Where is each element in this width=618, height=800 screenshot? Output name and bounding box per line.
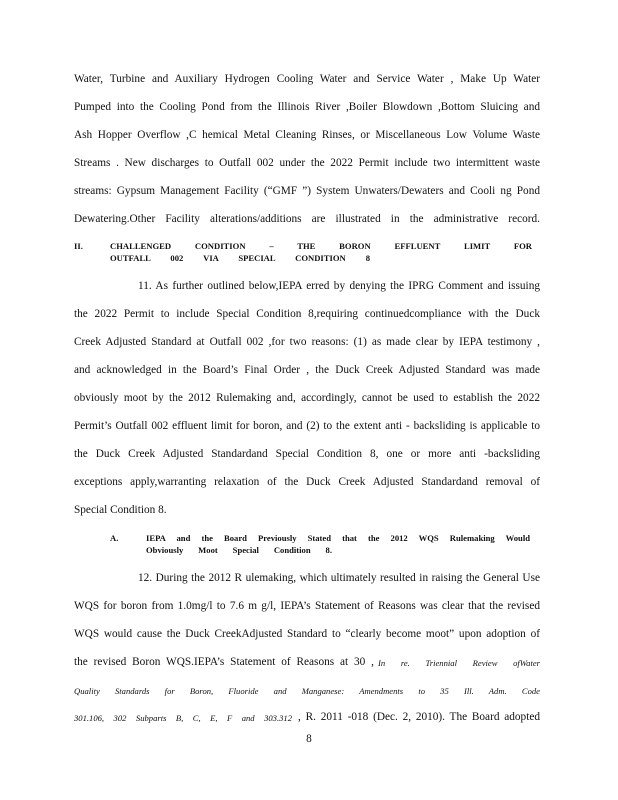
paragraph-line: Dewatering.Other Facility alterations/additions are illustrated in the administrative record. bbox=[74, 213, 540, 225]
paragraph-line: the Duck Creek Adjusted Standardand Special Condition 8, one or more anti -backsliding bbox=[74, 448, 540, 460]
paragraph-line: obviously moot by the 2012 Rulemaking and, accordingly, cannot be used to establish the 2022 bbox=[74, 392, 540, 404]
paragraph-line: Permit’s Outfall 002 effluent limit for boron, and (2) to the extent anti - backsliding is applicable to bbox=[74, 420, 540, 432]
subsection-letter: A. bbox=[110, 533, 119, 543]
citation-text: 301.106, 302 Subparts B, C, E, F and 303.312 bbox=[74, 713, 292, 723]
citation-text: In re. Triennial Review ofWater bbox=[378, 658, 540, 668]
paragraph-line: the revised Boron WQS.IEPA’s Statement of Reasons at 30 , bbox=[74, 656, 374, 668]
section-number: II. bbox=[74, 241, 83, 251]
paragraph-line: WQS for boron from 1.0mg/l to 7.6 m g/l, IEPA’s Statement of Reasons was clear that the revised bbox=[74, 600, 540, 612]
paragraph-line: Creek Adjusted Standard at Outfall 002 ,for two reasons: (1) as made clear by IEPA testimony , bbox=[74, 336, 540, 348]
section-heading-line: CHALLENGED CONDITION – THE BORON EFFLUENT LIMIT FOR bbox=[110, 241, 532, 251]
paragraph-line: 12. During the 2012 R ulemaking, which ultimately resulted in raising the General Use bbox=[138, 572, 540, 584]
paragraph-line: streams: Gypsum Management Facility (“GMF ”) System Unwaters/Dewaters and Cooli ng Pond bbox=[74, 185, 540, 197]
paragraph-line: Water, Turbine and Auxiliary Hydrogen Cooling Water and Service Water , Make Up Water bbox=[74, 73, 540, 85]
subsection-heading-line: IEPA and the Board Previously Stated that the 2012 WQS Rulemaking Would bbox=[146, 533, 530, 543]
paragraph-line: 11. As further outlined below,IEPA erred by denying the IPRG Comment and issuing bbox=[138, 280, 540, 292]
section-heading-line: OUTFALL 002 VIA SPECIAL CONDITION 8 bbox=[110, 253, 370, 263]
paragraph-line: , R. 2011 -018 (Dec. 2, 2010). The Board adopted bbox=[298, 711, 540, 723]
paragraph-line: Streams . New discharges to Outfall 002 under the 2022 Permit include two intermittent waste bbox=[74, 157, 540, 169]
paragraph-line: Pumped into the Cooling Pond from the Illinois River ,Boiler Blowdown ,Bottom Sluicing and bbox=[74, 101, 540, 113]
paragraph-line: the 2022 Permit to include Special Condition 8,requiring continuedcompliance with the Duck bbox=[74, 308, 540, 320]
paragraph-line: Special Condition 8. bbox=[74, 504, 167, 516]
page-number: 8 bbox=[306, 733, 312, 745]
paragraph-line: Ash Hopper Overflow ,C hemical Metal Cleaning Rinses, or Miscellaneous Low Volume Waste bbox=[74, 129, 540, 141]
paragraph-line: and acknowledged in the Board’s Final Order , the Duck Creek Adjusted Standard was made bbox=[74, 364, 540, 376]
paragraph-line: WQS would cause the Duck CreekAdjusted Standard to “clearly become moot” upon adoption of bbox=[74, 628, 540, 640]
subsection-heading-line: Obviously Moot Special Condition 8. bbox=[146, 545, 332, 555]
paragraph-line: exceptions apply,warranting relaxation of the Duck Creek Adjusted Standardand removal of bbox=[74, 476, 540, 488]
citation-text: Quality Standards for Boron, Fluoride and Manganese: Amendments to 35 Ill. Adm. Code bbox=[74, 686, 540, 696]
